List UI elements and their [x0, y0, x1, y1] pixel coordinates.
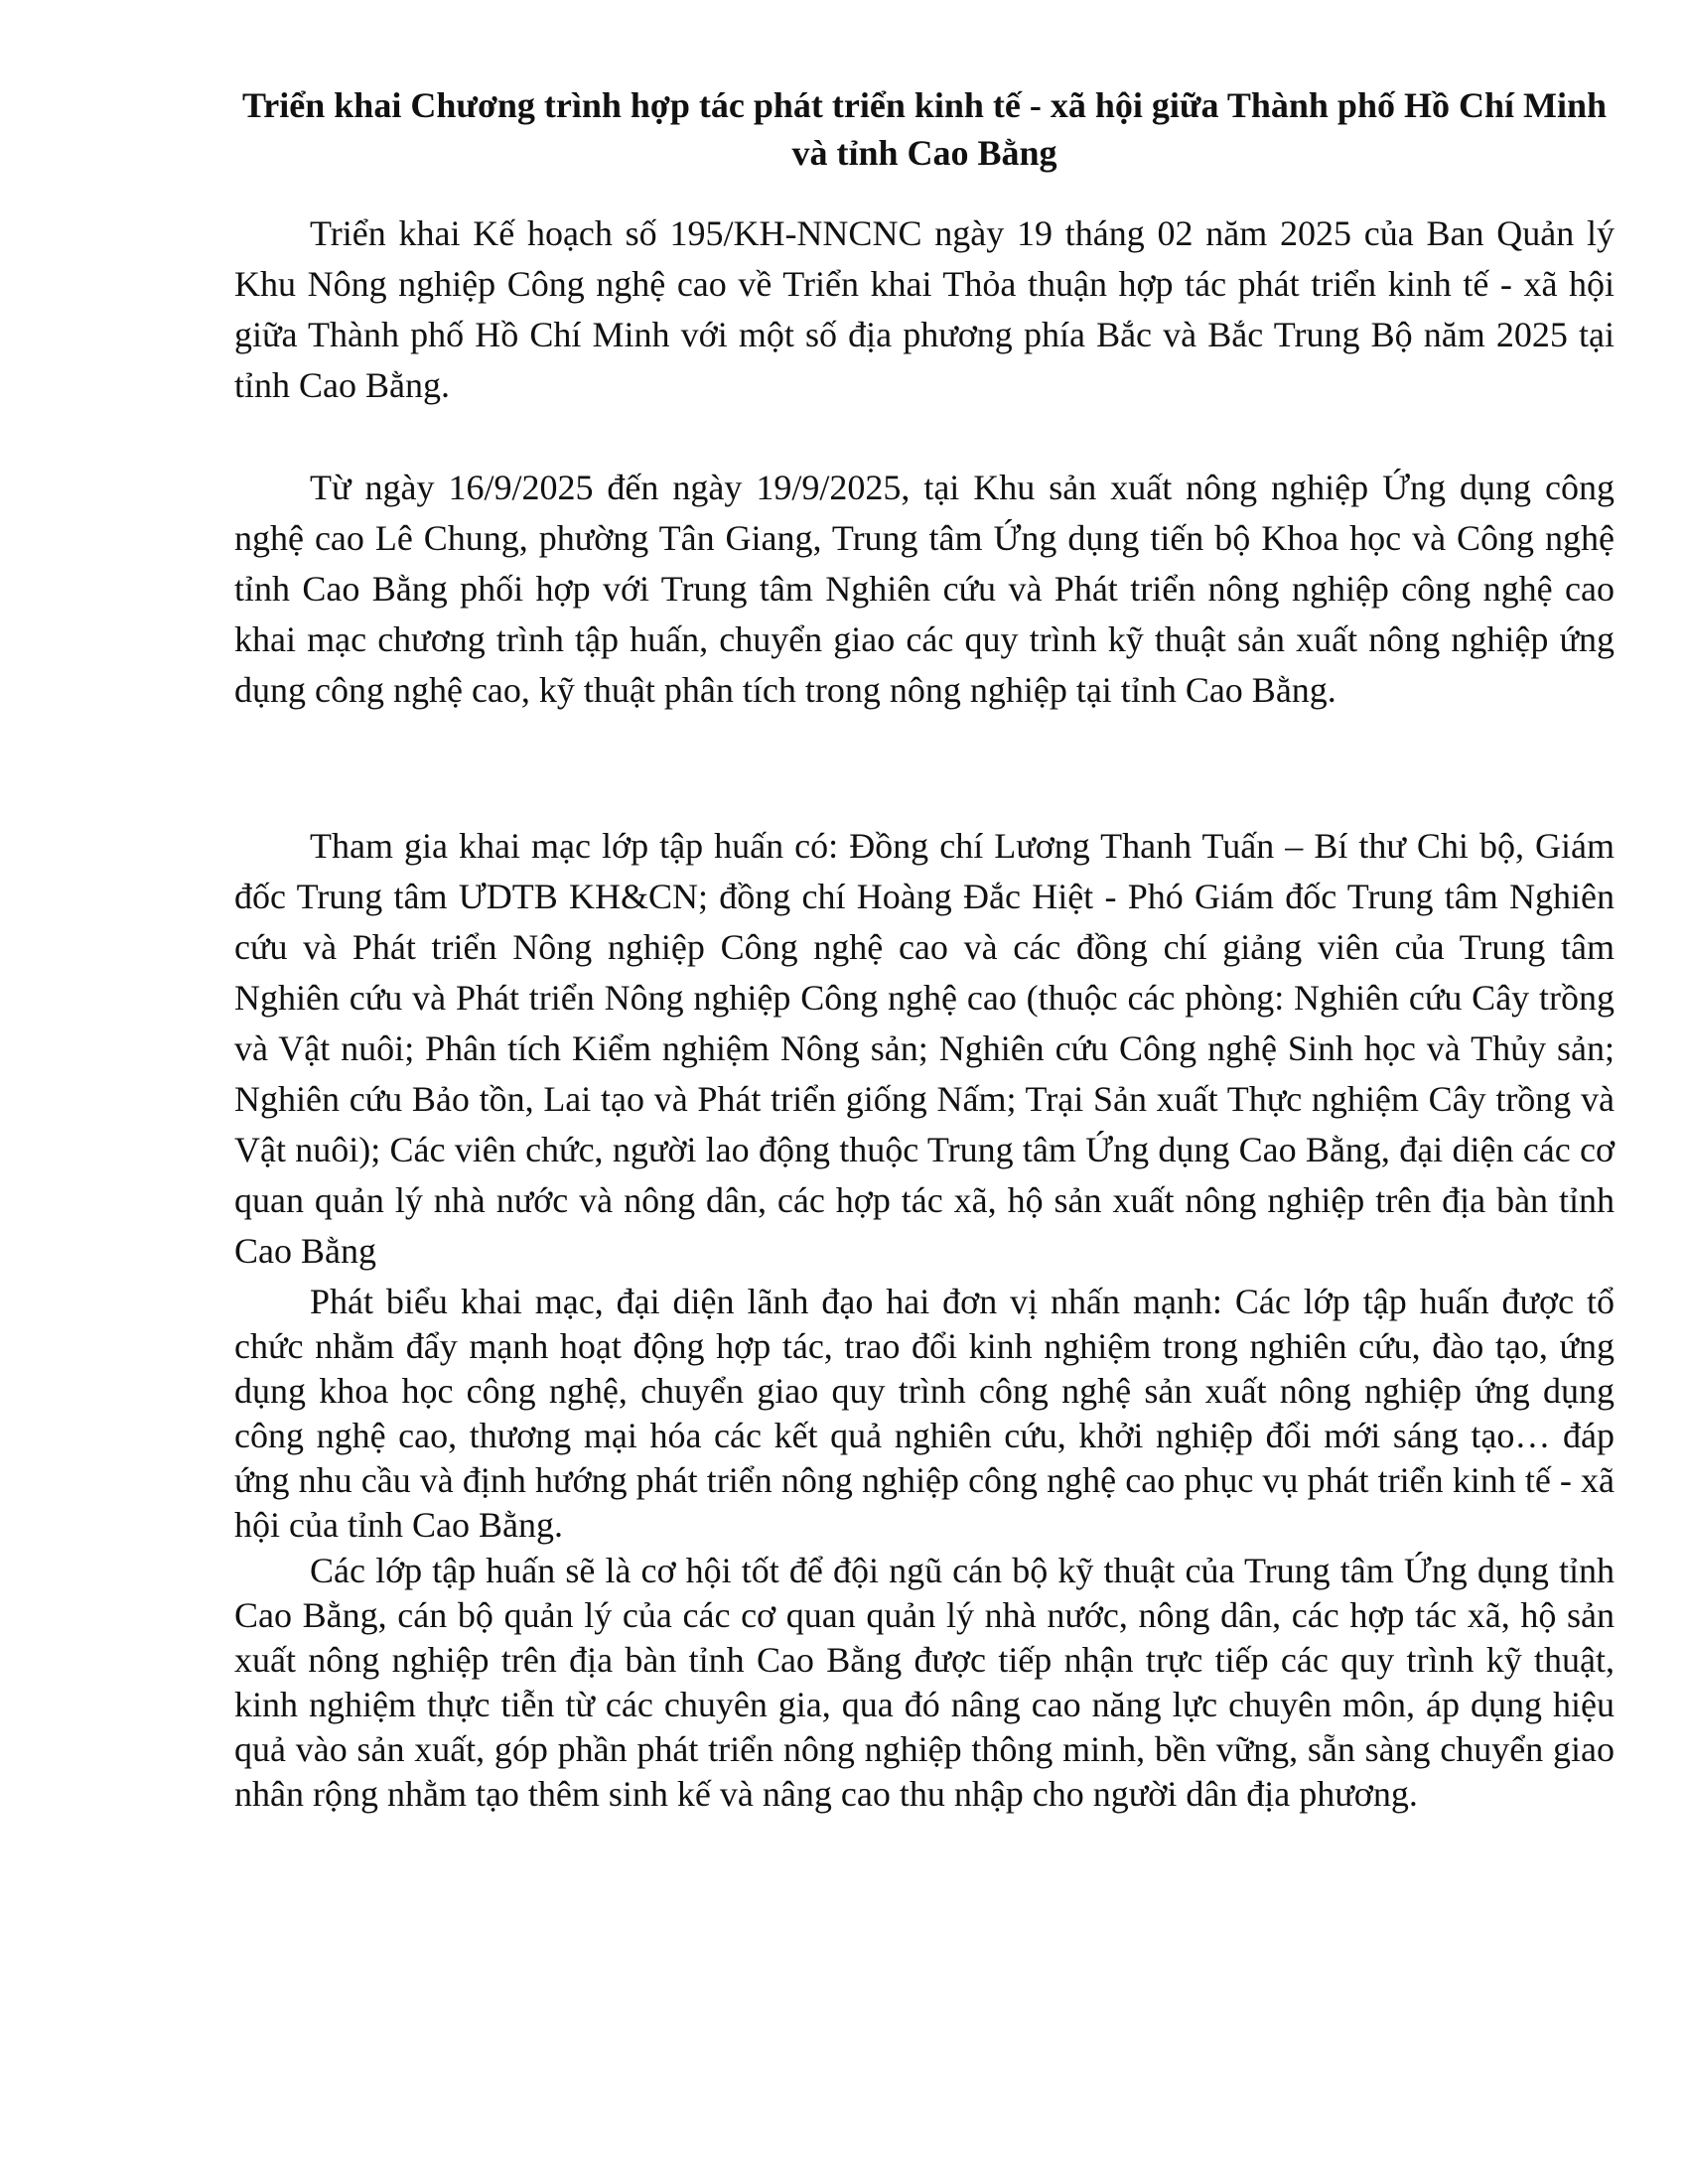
paragraph-plan-reference: Triển khai Kế hoạch số 195/KH-NNCNC ngày 19 tháng 02 năm 2025 của Ban Quản lý Khu Nông nghiệp Công nghệ cao về Triển khai Thỏa thuận hợp tác phát triển kinh tế - xã hội giữa Thành phố Hồ Chí Minh với một số địa phương phía Bắc và Bắc Trung Bộ năm 2025 tại tỉnh Cao Bằng. — [234, 213, 1615, 405]
paragraph-training-benefits: Các lớp tập huấn sẽ là cơ hội tốt để đội ngũ cán bộ kỹ thuật của Trung tâm Ứng dụng tỉnh Cao Bằng, cán bộ quản lý của các cơ quan quản lý nhà nước, nông dân, các hợp tác xã, hộ sản xuất nông nghiệp trên địa bàn tỉnh Cao Bằng được tiếp nhận trực tiếp các quy trình kỹ thuật, kinh nghiệm thực tiễn từ các chuyên gia, qua đó nâng cao năng lực chuyên môn, áp dụng hiệu quả vào sản xuất, góp phần phát triển nông nghiệp thông minh, bền vững, sẵn sàng chuyển giao nhân rộng nhằm tạo thêm sinh kế và nâng cao thu nhập cho người dân địa phương. — [234, 1551, 1615, 1814]
paragraph-event-dates: Từ ngày 16/9/2025 đến ngày 19/9/2025, tại Khu sản xuất nông nghiệp Ứng dụng công nghệ cao Lê Chung, phường Tân Giang, Trung tâm Ứng dụng tiến bộ Khoa học và Công nghệ tỉnh Cao Bằng phối hợp với Trung tâm Nghiên cứu và Phát triển nông nghiệp công nghệ cao khai mạc chương trình tập huấn, chuyển giao các quy trình kỹ thuật sản xuất nông nghiệp ứng dụng công nghệ cao, kỹ thuật phân tích trong nông nghiệp tại tỉnh Cao Bằng. — [234, 468, 1615, 710]
document-title: Triển khai Chương trình hợp tác phát triển kinh tế - xã hội giữa Thành phố Hồ Chí Minh và tỉnh Cao Bằng — [241, 85, 1608, 173]
paragraph-opening-speech: Phát biểu khai mạc, đại diện lãnh đạo hai đơn vị nhấn mạnh: Các lớp tập huấn được tổ chức nhằm đẩy mạnh hoạt động hợp tác, trao đổi kinh nghiệm trong nghiên cứu, đào tạo, ứng dụng khoa học công nghệ, chuyển giao quy trình công nghệ sản xuất nông nghiệp ứng dụng công nghệ cao, thương mại hóa các kết quả nghiên cứu, khởi nghiệp đổi mới sáng tạo… đáp ứng nhu cầu và định hướng phát triển nông nghiệp công nghệ cao phục vụ phát triển kinh tế - xã hội của tỉnh Cao Bằng. — [234, 1282, 1615, 1545]
paragraph-participants: Tham gia khai mạc lớp tập huấn có: Đồng chí Lương Thanh Tuấn – Bí thư Chi bộ, Giám đốc Trung tâm ƯDTB KH&CN; đồng chí Hoàng Đắc Hiệt - Phó Giám đốc Trung tâm Nghiên cứu và Phát triển Nông nghiệp Công nghệ cao và các đồng chí giảng viên của Trung tâm Nghiên cứu và Phát triển Nông nghiệp Công nghệ cao (thuộc các phòng: Nghiên cứu Cây trồng và Vật nuôi; Phân tích Kiểm nghiệm Nông sản; Nghiên cứu Công nghệ Sinh học và Thủy sản; Nghiên cứu Bảo tồn, Lai tạo và Phát triển giống Nấm; Trại Sản xuất Thực nghiệm Cây trồng và Vật nuôi); Các viên chức, người lao động thuộc Trung tâm Ứng dụng Cao Bằng, đại diện các cơ quan quản lý nhà nước và nông dân, các hợp tác xã, hộ sản xuất nông nghiệp trên địa bàn tỉnh Cao Bằng — [234, 826, 1615, 1271]
